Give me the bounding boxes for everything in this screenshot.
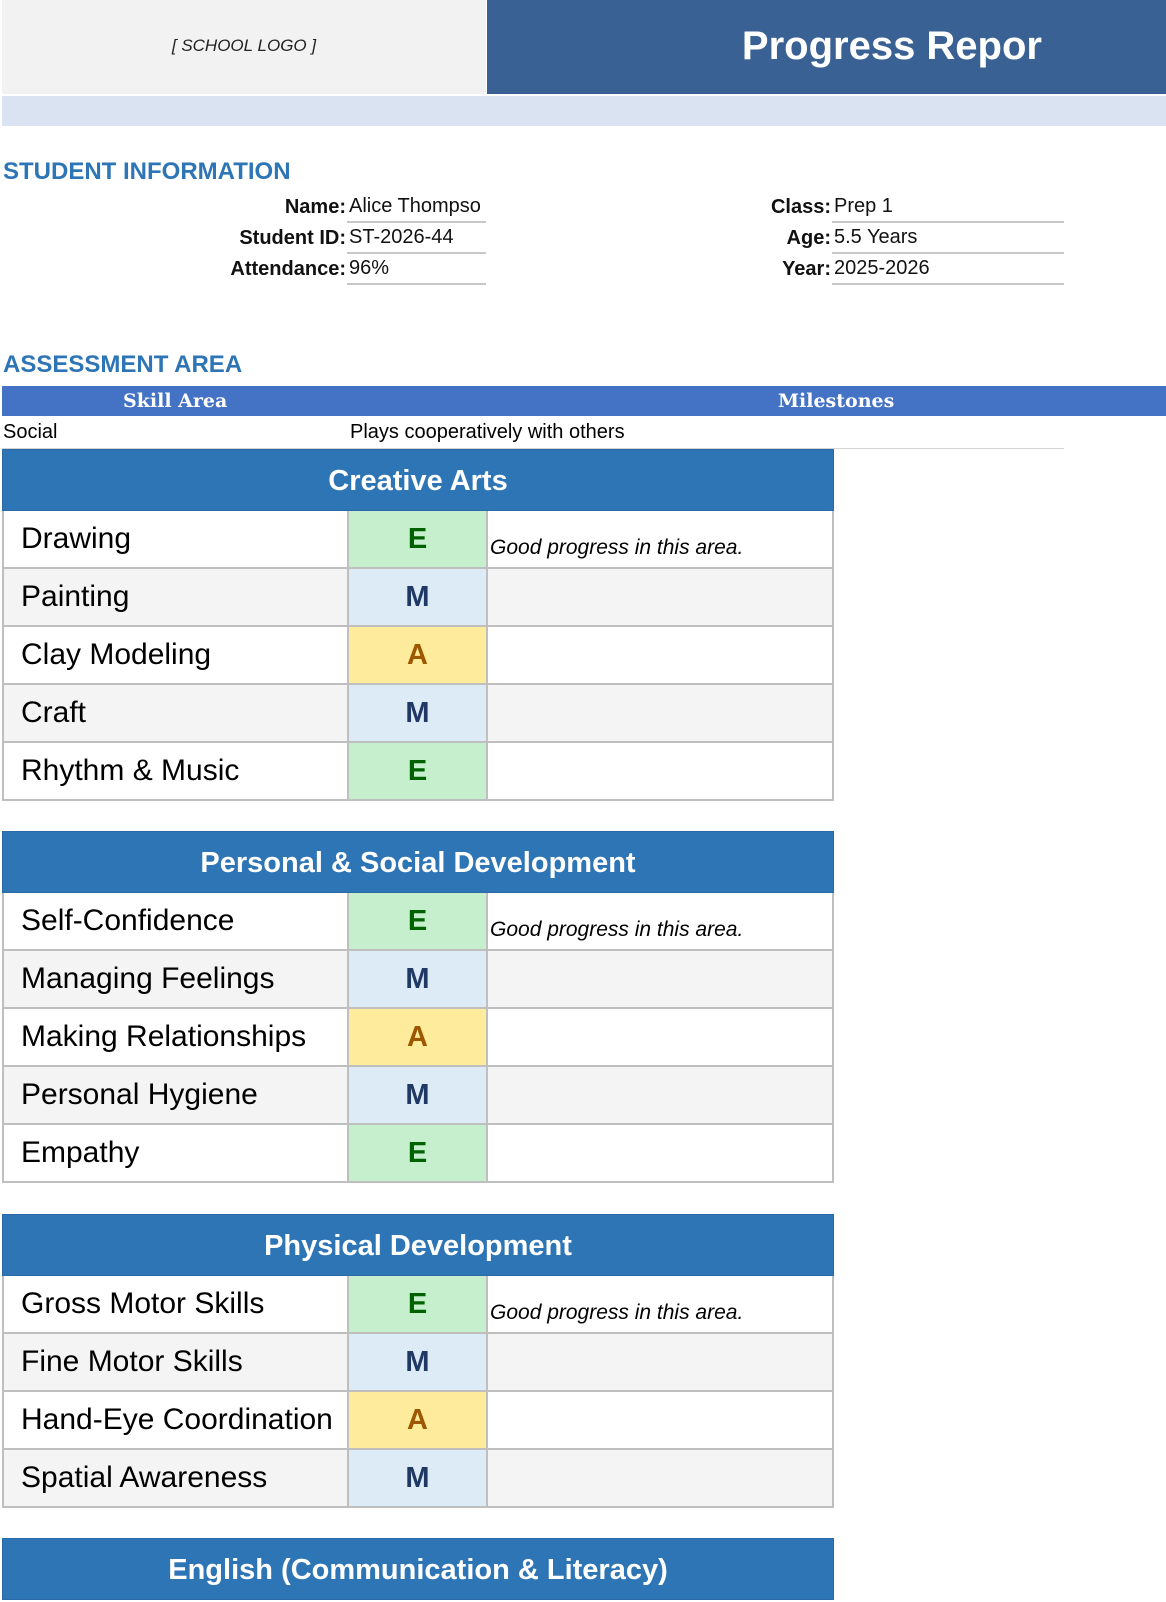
grade-cell[interactable]: E bbox=[349, 743, 488, 799]
skill-row bbox=[2, 1334, 834, 1392]
skill-row bbox=[2, 1450, 834, 1508]
title-band bbox=[487, 0, 1166, 94]
grade-cell[interactable]: M bbox=[349, 1334, 488, 1390]
skill-row bbox=[2, 743, 834, 801]
skill-name: Rhythm & Music bbox=[4, 743, 349, 799]
skill-name: Clay Modeling bbox=[4, 627, 349, 683]
section-title: English (Communication & Literacy) bbox=[2, 1538, 834, 1600]
grade-cell[interactable]: E bbox=[349, 1276, 488, 1332]
grade-cell[interactable]: M bbox=[349, 685, 488, 741]
skill-name: Craft bbox=[4, 685, 349, 741]
skill-row bbox=[2, 569, 834, 627]
comment-cell[interactable] bbox=[488, 743, 832, 799]
header-divider-band bbox=[2, 96, 1166, 126]
grade-cell[interactable]: M bbox=[349, 1067, 488, 1123]
age-field[interactable]: 5.5 Years bbox=[832, 224, 1064, 254]
skill-row bbox=[2, 1392, 834, 1450]
grade-cell[interactable]: M bbox=[349, 951, 488, 1007]
skill-row bbox=[2, 1009, 834, 1067]
skill-name: Making Relationships bbox=[4, 1009, 349, 1065]
comment-cell[interactable] bbox=[488, 627, 832, 683]
grade-cell[interactable]: E bbox=[349, 511, 488, 567]
skill-row bbox=[2, 1276, 834, 1334]
comment-cell[interactable] bbox=[488, 951, 832, 1007]
example-skill-cell: Social bbox=[3, 421, 58, 443]
skill-name: Self-Confidence bbox=[4, 893, 349, 949]
skill-row bbox=[2, 627, 834, 685]
grade-cell[interactable]: E bbox=[349, 893, 488, 949]
skill-name: Empathy bbox=[4, 1125, 349, 1181]
skill-row bbox=[2, 951, 834, 1009]
section-title: Physical Development bbox=[2, 1214, 834, 1276]
milestones-column-header: Milestones bbox=[778, 390, 895, 412]
attendance-label: Attendance: bbox=[230, 258, 346, 280]
skill-name: Painting bbox=[4, 569, 349, 625]
comment-cell[interactable] bbox=[488, 1334, 832, 1390]
skill-name: Drawing bbox=[4, 511, 349, 567]
section-personal-social bbox=[2, 831, 834, 1183]
skill-name: Gross Motor Skills bbox=[4, 1276, 349, 1332]
section-title: Creative Arts bbox=[2, 449, 834, 511]
assessment-table-header bbox=[2, 386, 1166, 416]
skill-name: Hand-Eye Coordination bbox=[4, 1392, 349, 1448]
year-field[interactable]: 2025-2026 bbox=[832, 255, 1064, 285]
skill-row bbox=[2, 1067, 834, 1125]
skill-row bbox=[2, 893, 834, 951]
skill-name: Managing Feelings bbox=[4, 951, 349, 1007]
comment-cell[interactable]: Good progress in this area. bbox=[490, 918, 744, 941]
age-label: Age: bbox=[786, 227, 831, 249]
attendance-field[interactable]: 96% bbox=[347, 255, 486, 285]
section-physical-development bbox=[2, 1214, 834, 1508]
section-creative-arts bbox=[2, 449, 834, 801]
comment-cell[interactable] bbox=[488, 1392, 832, 1448]
grade-cell[interactable]: A bbox=[349, 1009, 488, 1065]
skill-row bbox=[2, 511, 834, 569]
student-id-label: Student ID: bbox=[239, 227, 346, 249]
student-info-heading: STUDENT INFORMATION bbox=[3, 158, 291, 185]
comment-cell[interactable] bbox=[488, 1450, 832, 1506]
section-title: Personal & Social Development bbox=[2, 831, 834, 893]
name-field[interactable]: Alice Thompso bbox=[347, 193, 486, 223]
class-field[interactable]: Prep 1 bbox=[832, 193, 1064, 223]
comment-cell[interactable] bbox=[488, 1067, 832, 1123]
comment-cell[interactable] bbox=[488, 685, 832, 741]
class-label: Class: bbox=[770, 196, 831, 218]
comment-cell[interactable] bbox=[488, 569, 832, 625]
comment-cell[interactable]: Good progress in this area. bbox=[490, 536, 744, 559]
year-label: Year: bbox=[782, 258, 831, 280]
report-title: Progress Repor bbox=[741, 24, 1042, 68]
skill-row bbox=[2, 685, 834, 743]
section-english bbox=[2, 1538, 834, 1600]
name-label: Name: bbox=[284, 196, 346, 218]
grade-cell[interactable]: E bbox=[349, 1125, 488, 1181]
example-milestone-cell: Plays cooperatively with others bbox=[350, 421, 625, 443]
comment-cell[interactable] bbox=[488, 1009, 832, 1065]
skill-row bbox=[2, 1125, 834, 1183]
grade-cell[interactable]: A bbox=[349, 627, 488, 683]
student-id-field[interactable]: ST-2026-44 bbox=[347, 224, 486, 254]
skill-name: Personal Hygiene bbox=[4, 1067, 349, 1123]
comment-cell[interactable]: Good progress in this area. bbox=[490, 1301, 744, 1324]
grade-cell[interactable]: M bbox=[349, 1450, 488, 1506]
school-logo-placeholder: [ SCHOOL LOGO ] bbox=[171, 36, 317, 55]
assessment-heading: ASSESSMENT AREA bbox=[3, 351, 243, 378]
skill-name: Fine Motor Skills bbox=[4, 1334, 349, 1390]
skill-name: Spatial Awareness bbox=[4, 1450, 349, 1506]
comment-cell[interactable] bbox=[488, 1125, 832, 1181]
grade-cell[interactable]: A bbox=[349, 1392, 488, 1448]
skill-area-column-header: Skill Area bbox=[123, 390, 228, 412]
grade-cell[interactable]: M bbox=[349, 569, 488, 625]
